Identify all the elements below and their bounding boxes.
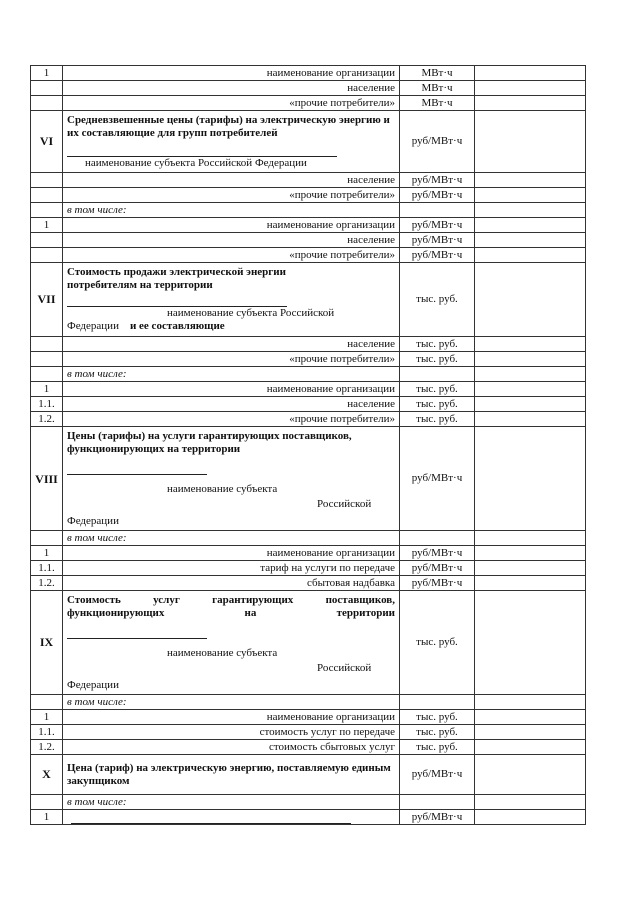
value-cell[interactable] [475,740,586,755]
row-unit: тыс. руб. [400,725,475,740]
value-cell[interactable] [475,397,586,412]
row-number: 1.1. [31,397,63,412]
row-unit [400,795,475,810]
table-row [31,248,586,263]
section-number: VI [31,111,63,173]
value-cell[interactable] [475,233,586,248]
row-unit: тыс. руб. [400,337,475,352]
row-label: население [63,233,400,248]
value-cell[interactable] [475,725,586,740]
fill-line [67,628,207,639]
table-row [31,695,586,710]
value-cell[interactable] [475,412,586,427]
row-number: 1.1. [31,725,63,740]
including-label: в том числе: [63,695,400,710]
row-label: «прочие потребители» [63,248,400,263]
value-cell[interactable] [475,218,586,233]
row-number: 1 [31,66,63,81]
row-label: «прочие потребители» [63,188,400,203]
section-caption: наименование субъекта [167,482,278,495]
section-caption: наименование субъекта [167,646,278,659]
section-caption-line3: Федерации [67,678,119,691]
value-cell[interactable] [475,111,586,173]
value-cell[interactable] [475,546,586,561]
row-label: наименование организации [63,546,400,561]
section-caption-line2 [67,320,395,333]
row-number: 1 [31,218,63,233]
value-cell[interactable] [475,173,586,188]
row-number [31,81,63,96]
row-unit: МВт·ч [400,66,475,81]
including-label: в том числе: [63,203,400,218]
row-label [63,810,400,825]
section-x-header [31,755,586,795]
fill-line [67,296,287,307]
value-cell[interactable] [475,591,586,695]
table-row [31,740,586,755]
row-unit: руб/МВт·ч [400,218,475,233]
value-cell[interactable] [475,367,586,382]
value-cell[interactable] [475,81,586,96]
table-row [31,218,586,233]
table-row [31,725,586,740]
row-label: население [63,337,400,352]
row-number [31,352,63,367]
table-row [31,412,586,427]
section-title [63,591,400,695]
row-number [31,695,63,710]
row-unit: руб/МВт·ч [400,576,475,591]
row-number: 1.2. [31,576,63,591]
value-cell[interactable] [475,427,586,531]
row-label: наименование организации [63,710,400,725]
value-cell[interactable] [475,561,586,576]
row-unit [400,531,475,546]
section-vi-header [31,111,586,173]
section-caption-line2: Российской [317,497,372,510]
table-row [31,397,586,412]
row-number [31,233,63,248]
row-number [31,96,63,111]
value-cell[interactable] [475,755,586,795]
table-row [31,795,586,810]
caption-part: Федерации [67,320,119,332]
table-row [31,203,586,218]
section-title [63,755,400,795]
row-unit [400,695,475,710]
row-unit: руб/МВт·ч [400,755,475,795]
row-label: наименование организации [63,66,400,81]
caption-part: и ее составляющие [129,320,225,332]
section-title-text: Цена (тариф) на электрическую энергию, поставляемую единым закупщиком [67,761,391,787]
row-number: 1.2. [31,740,63,755]
row-number [31,795,63,810]
row-number [31,337,63,352]
row-unit [400,367,475,382]
table-row [31,576,586,591]
section-caption-line2: Российской [317,661,372,674]
table-row [31,810,586,825]
table-row [31,188,586,203]
row-unit: руб/МВт·ч [400,188,475,203]
table-row [31,81,586,96]
row-label: наименование организации [63,218,400,233]
table-row [31,173,586,188]
row-unit: тыс. руб. [400,263,475,337]
table-row [31,561,586,576]
section-viii-header [31,427,586,531]
value-cell[interactable] [475,263,586,337]
row-label: «прочие потребители» [63,96,400,111]
value-cell[interactable] [475,203,586,218]
section-number: X [31,755,63,795]
value-cell[interactable] [475,337,586,352]
row-number: 1.1. [31,561,63,576]
section-title-text: Цены (тарифы) на услуги гарантирующих поставщиков, функционирующих на территории [67,429,352,455]
row-unit: тыс. руб. [400,591,475,695]
table-row [31,96,586,111]
fill-line [67,146,337,157]
table-row [31,233,586,248]
value-cell[interactable] [475,352,586,367]
row-label: население [63,173,400,188]
table-row [31,367,586,382]
row-label: «прочие потребители» [63,412,400,427]
value-cell[interactable] [475,531,586,546]
row-label: стоимость услуг по передаче [63,725,400,740]
row-label: стоимость сбытовых услуг [63,740,400,755]
value-cell[interactable] [475,248,586,263]
row-unit: руб/МВт·ч [400,248,475,263]
row-unit: тыс. руб. [400,710,475,725]
section-title-text: Средневзвешенные цены (тарифы) на электрическую энергию и их составляющие для групп потребителей [67,113,390,139]
section-title [63,111,400,173]
section-number: VII [31,263,63,337]
table-row [31,352,586,367]
row-unit: тыс. руб. [400,352,475,367]
row-unit: руб/МВт·ч [400,546,475,561]
row-unit: руб/МВт·ч [400,173,475,188]
table-row [31,337,586,352]
table-row [31,66,586,81]
row-number [31,531,63,546]
row-label: «прочие потребители» [63,352,400,367]
row-label: сбытовая надбавка [63,576,400,591]
section-title [63,427,400,531]
section-caption: наименование субъекта Российской Федерации [85,156,307,169]
row-unit: МВт·ч [400,81,475,96]
section-vii-header [31,263,586,337]
row-number [31,188,63,203]
row-unit: тыс. руб. [400,382,475,397]
value-cell[interactable] [475,66,586,81]
row-unit [400,203,475,218]
row-number [31,367,63,382]
row-number [31,173,63,188]
table-row [31,710,586,725]
row-number: 1 [31,382,63,397]
row-unit: руб/МВт·ч [400,233,475,248]
row-number: 1.2. [31,412,63,427]
row-unit: тыс. руб. [400,412,475,427]
section-caption: наименование субъекта Российской [167,307,335,319]
including-label: в том числе: [63,795,400,810]
section-number: IX [31,591,63,695]
section-ix-header [31,591,586,695]
section-title-text: Стоимость услуг гарантирующих поставщиков, функционирующих на территории [67,593,395,619]
value-cell[interactable] [475,576,586,591]
row-number: 1 [31,710,63,725]
row-unit: МВт·ч [400,96,475,111]
row-unit: руб/МВт·ч [400,111,475,173]
row-label: население [63,397,400,412]
row-unit: тыс. руб. [400,397,475,412]
value-cell[interactable] [475,810,586,825]
table-row [31,546,586,561]
table-row [31,531,586,546]
row-label: наименование организации [63,382,400,397]
value-cell[interactable] [475,382,586,397]
value-cell[interactable] [475,188,586,203]
row-unit: руб/МВт·ч [400,810,475,825]
fill-line [71,813,351,824]
including-label: в том числе: [63,531,400,546]
row-label: тариф на услуги по передаче [63,561,400,576]
section-caption-line3: Федерации [67,514,119,527]
section-title-text: Стоимость продажи электрической энергии потребителям на территории [67,266,286,291]
value-cell[interactable] [475,695,586,710]
fill-line [67,464,207,475]
row-number: 1 [31,810,63,825]
row-unit: руб/МВт·ч [400,427,475,531]
including-label: в том числе: [63,367,400,382]
section-number: VIII [31,427,63,531]
row-number [31,248,63,263]
value-cell[interactable] [475,96,586,111]
row-unit: руб/МВт·ч [400,561,475,576]
table-row [31,382,586,397]
row-number [31,203,63,218]
tariff-table [30,65,586,825]
value-cell[interactable] [475,795,586,810]
row-label: население [63,81,400,96]
section-title [63,263,400,337]
row-number: 1 [31,546,63,561]
row-unit: тыс. руб. [400,740,475,755]
value-cell[interactable] [475,710,586,725]
